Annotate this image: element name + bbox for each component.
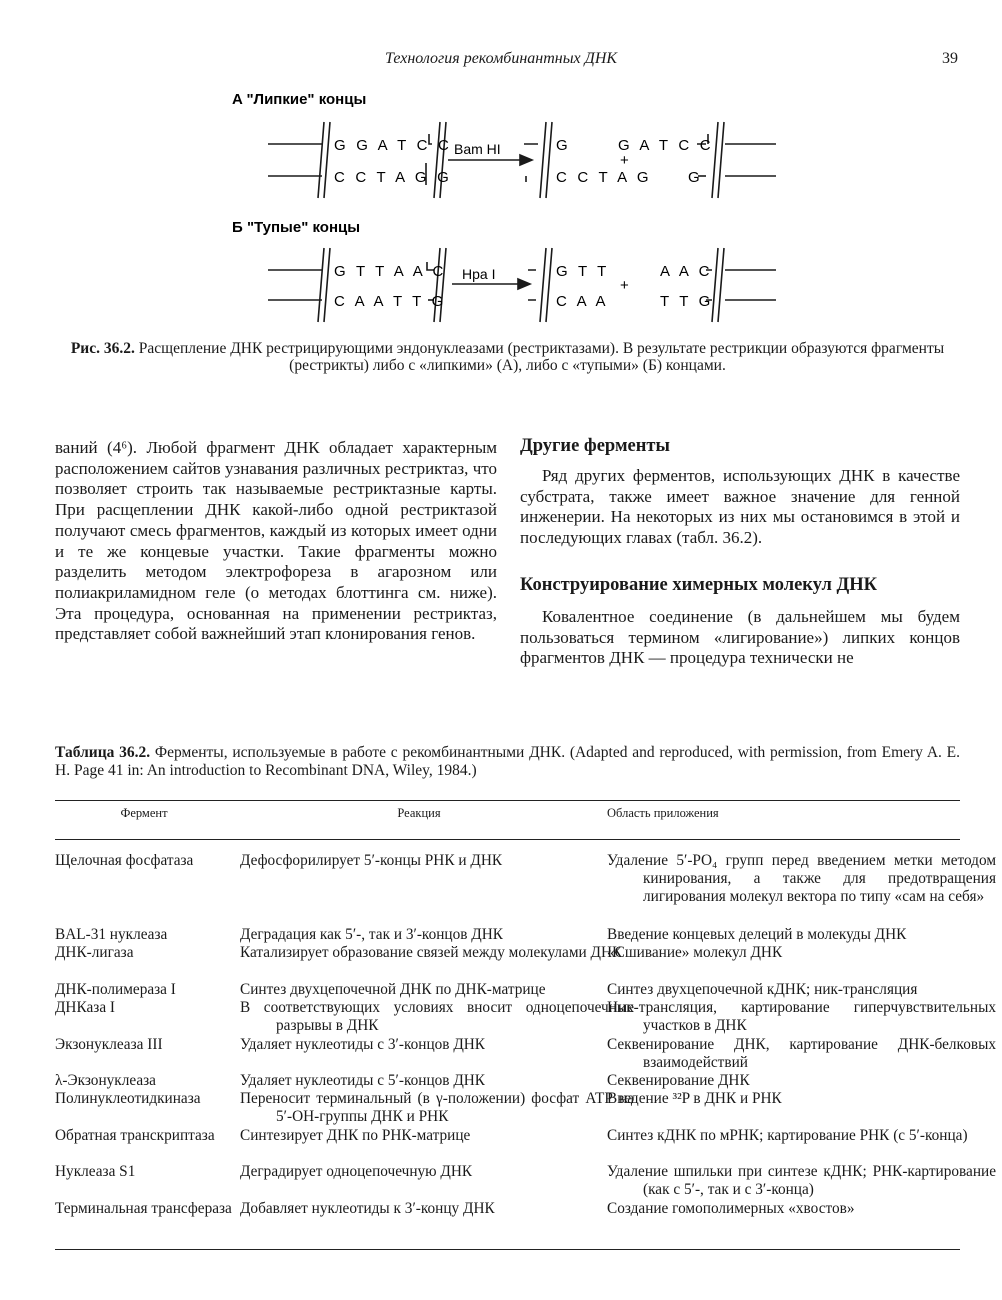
panel-a-left-top: G G A T C C <box>334 137 453 154</box>
table-header-reaction: Реакция <box>397 806 441 820</box>
panel-a-product1-bottom: C C T A G <box>556 169 652 186</box>
table-cell-enzyme: Полинуклеотидкиназа <box>55 1090 201 1107</box>
table-caption-label: Таблица 36.2. <box>55 744 151 761</box>
panel-a-product2-top: G A T C C <box>618 137 714 154</box>
table-header-application: Область приложения <box>607 806 719 820</box>
table-cell-application: Ник-трансляция, картирование гиперчувствительных участков в ДНК <box>607 999 996 1034</box>
panel-a-left-bottom: C C T A G G <box>334 169 453 186</box>
table-cell-reaction: Катализирует образование связей между молекулами ДНК <box>240 944 623 961</box>
table-cell-reaction: Добавляет нуклеотиды к 3′-концу ДНК <box>240 1200 495 1217</box>
table-cell-application: Секвенирование ДНК, картирование ДНК-белковых взаимодействий <box>607 1036 996 1071</box>
table-cell-application: Удаление шпильки при синтезе кДНК; РНК-картирование (как с 5′-, так и с 3′-конца) <box>607 1163 996 1198</box>
table-cell-reaction: В соответствующих условиях вносит одноцепочечные разрывы в ДНК <box>240 999 634 1034</box>
table-header-enzyme: Фермент <box>120 806 168 820</box>
panel-b-product2-top: A A C <box>660 263 713 280</box>
panel-b-product1-bottom: C A A <box>556 293 609 310</box>
paragraph-other-enzymes: Ряд других ферментов, использующих ДНК в качестве субстрата, также имеет важное значение для генной инженерии. На некоторых из них мы остановимся в этой и последующих главах (табл. 36.2). <box>520 466 960 548</box>
table-cell-enzyme: BAL-31 нуклеаза <box>55 926 168 943</box>
panel-b-product2-bottom: T T G <box>660 293 714 310</box>
table-cell-enzyme: λ-Экзонуклеаза <box>55 1072 156 1089</box>
left-column-paragraph: ваний (4⁶). Любой фрагмент ДНК обладает характерным расположением сайтов узнавания различных рестриктаз, что позволяет строить так называемые рестриктазные карты. При расщеплении ДНК какой-либо одной рестриктазой получают смесь фрагментов, каждый из которых имеет одни и те же концевые участки. Такие фрагменты можно разделить методом электрофореза в агарозном или полиакриламидном геле (о методах блоттинга см. ниже). Эта процедура, основанная на применении рестриктаз, представляет собой важнейший этап клонирования генов. <box>55 438 497 644</box>
table-bottom-rule <box>55 1249 960 1250</box>
table-cell-application: Синтез двухцепочечной кДНК; ник-трансляция <box>607 981 918 998</box>
panel-b-title: Б "Тупые" концы <box>232 219 361 236</box>
table-cell-reaction: Синтезирует ДНК по РНК-матрице <box>240 1127 471 1144</box>
table-caption <box>55 744 960 780</box>
page-number: 39 <box>942 50 958 67</box>
restriction-diagram <box>0 0 1002 335</box>
panel-a-enzyme: Bam HI <box>454 141 501 157</box>
table-cell-application: «Сшивание» молекул ДНК <box>607 944 783 961</box>
heading-chimeric-dna: Конструирование химерных молекул ДНК <box>520 575 878 595</box>
table-cell-application: Удаление 5′-PO₄ групп перед введением метки методом кинирования, а также для предотвращения лигирования молекул вектора по типу «сам на себя» <box>607 852 996 905</box>
table-cell-application: Синтез кДНК по мРНК; картирование РНК (с 5′-конца) <box>607 1127 968 1144</box>
figure-caption <box>55 340 960 374</box>
table-top-rule <box>55 800 960 801</box>
table-cell-reaction: Дефосфорилирует 5′-концы РНК и ДНК <box>240 852 503 869</box>
table-cell-application: Секвенирование ДНК <box>607 1072 750 1089</box>
table-cell-reaction: Переносит терминальный (в γ-положении) фосфат АТР на 5′-ОН-группы ДНК и РНК <box>240 1090 634 1125</box>
table-cell-enzyme: Щелочная фосфатаза <box>55 852 194 869</box>
table-cell-enzyme: ДНКаза I <box>55 999 116 1016</box>
heading-other-enzymes: Другие ферменты <box>520 436 670 456</box>
table-cell-enzyme: ДНК-лигаза <box>55 944 134 961</box>
table-cell-enzyme: Терминальная трансфераза <box>55 1200 232 1217</box>
table-cell-reaction: Деградирует одноцепочечную ДНК <box>240 1163 473 1180</box>
figure-caption-label: Рис. 36.2. <box>70 340 135 357</box>
panel-a-product1-top: G <box>556 137 571 154</box>
table-caption-text: Ферменты, используемые в работе с рекомбинантными ДНК. (Adapted and reproduced, with permission, from Emery A. E. H. Page 41 in: An introduction to Recombinant DNA, Wiley, 1984.) <box>55 744 960 779</box>
table-cell-application: Создание гомополимерных «хвостов» <box>607 1200 855 1217</box>
panel-b-product1-top: G T T <box>556 263 610 280</box>
table-cell-application: Введение концевых делеций в молекуды ДНК <box>607 926 907 943</box>
table-cell-reaction: Удаляет нуклеотиды с 5′-концов ДНК <box>240 1072 486 1089</box>
table-cell-reaction: Удаляет нуклеотиды с 3′-концов ДНК <box>240 1036 486 1053</box>
panel-a-plus: + <box>620 152 632 169</box>
running-header: Технология рекомбинантных ДНК <box>385 50 617 67</box>
table-header-rule <box>55 839 960 840</box>
table-cell-enzyme: Нуклеаза S1 <box>55 1163 136 1180</box>
panel-b-plus: + <box>620 277 632 294</box>
table-cell-enzyme: Экзонуклеаза III <box>55 1036 163 1053</box>
panel-a-title: A "Липкие" концы <box>232 91 367 108</box>
panel-b-enzyme: Hpa I <box>462 266 496 282</box>
figure-caption-text: Расщепление ДНК рестрицирующими эндонуклеазами (рестриктазами). В результате рестрикции образуются фрагменты (рестрикты) либо с «липкими» (A), либо с «тупыми» (Б) концами. <box>138 340 945 374</box>
panel-a-product2-bottom: G <box>688 169 703 186</box>
table-cell-application: Введение ³²P в ДНК и РНК <box>607 1090 782 1107</box>
paragraph-chimeric-dna: Ковалентное соединение (в дальнейшем мы будем пользоваться термином «лигирование») липких концов фрагментов ДНК — процедура технически не <box>520 607 960 668</box>
table-cell-enzyme: Обратная транскриптаза <box>55 1127 215 1144</box>
table-cell-enzyme: ДНК-полимераза I <box>55 981 176 998</box>
table-cell-reaction: Синтез двухцепочечной ДНК по ДНК-матрице <box>240 981 546 998</box>
panel-b-left-bottom: C A A T T G <box>334 293 447 310</box>
panel-b-left-top: G T T A A C <box>334 263 447 280</box>
table-cell-reaction: Деградация как 5′-, так и 3′-концов ДНК <box>240 926 503 943</box>
